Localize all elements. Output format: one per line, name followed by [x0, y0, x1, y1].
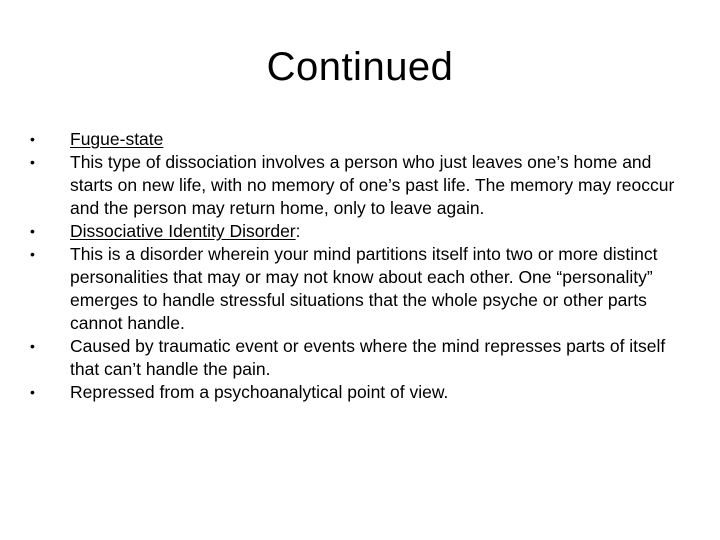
cause-text: Caused by traumatic event or events where the mind represses parts of itself that can’t handle the pain.	[70, 336, 666, 379]
list-item-fugue-description	[30, 151, 690, 220]
heading-suffix: :	[295, 221, 301, 241]
fugue-description-text: This type of dissociation involves a person who just leaves one’s home and starts on new life, with no memory of one’s past life. The memory may reoccur and the person may return home, only to leave again.	[70, 152, 675, 218]
bullet-list	[30, 128, 690, 404]
heading-fugue-state: Fugue-state	[70, 129, 164, 149]
bullet-icon: •	[30, 384, 35, 400]
bullet-icon: •	[30, 223, 35, 239]
list-item-did-description	[30, 243, 690, 335]
bullet-icon: •	[30, 131, 35, 147]
list-item-fugue-state	[30, 128, 690, 151]
slide-title: Continued	[266, 45, 454, 89]
did-description-text: This is a disorder wherein your mind partitions itself into two or more distinct personalities that may or may not know about each other. One “personality” emerges to handle stressful situations that the whole psyche or other parts cannot handle.	[70, 244, 658, 333]
bullet-icon: •	[30, 154, 35, 170]
bullet-icon: •	[30, 246, 35, 262]
bullet-icon: •	[30, 338, 35, 354]
repressed-text: Repressed from a psychoanalytical point of view.	[70, 382, 449, 402]
list-item-did	[30, 220, 690, 243]
list-item-repressed	[30, 381, 690, 404]
heading-dissociative-identity-disorder: Dissociative Identity Disorder	[70, 221, 296, 241]
list-item-cause	[30, 335, 690, 381]
